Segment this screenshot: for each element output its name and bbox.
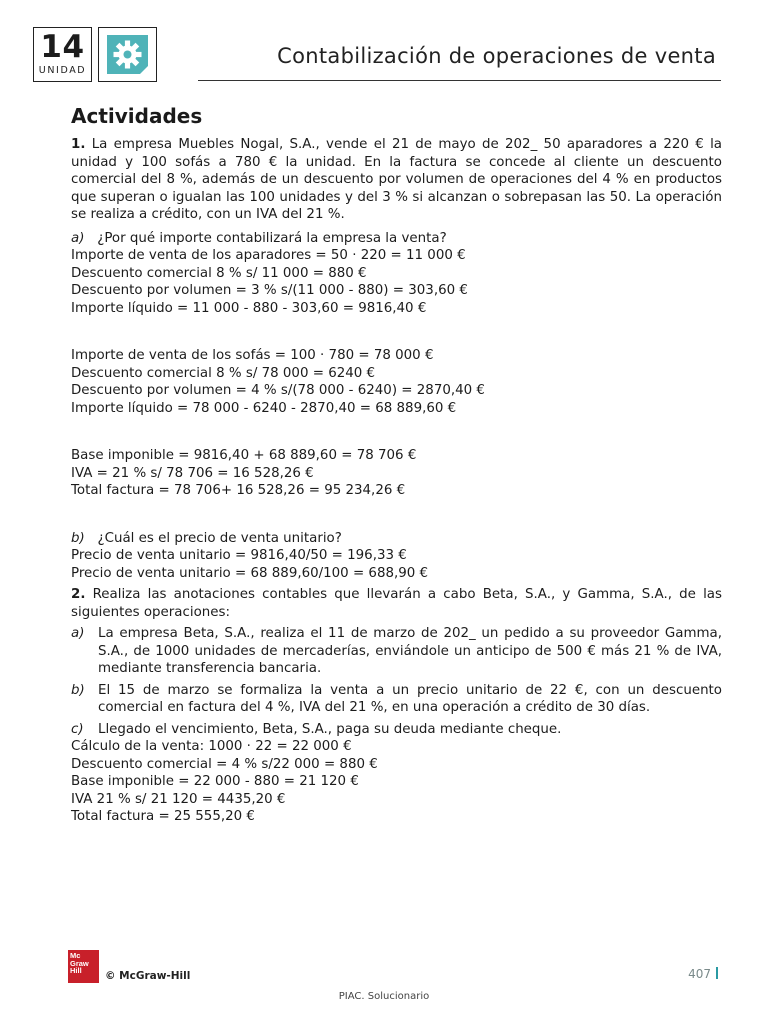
item-label: b): [71, 682, 85, 698]
unit-price-calculation: [71, 547, 722, 582]
activity-2-item: [71, 625, 722, 678]
calc-line: Total factura = 78 706+ 16 528,26 = 95 234,26 €: [71, 483, 406, 498]
activity-1-number: 1.: [71, 137, 86, 152]
document-body: [71, 136, 722, 826]
calc-line: Descuento por volumen = 4 % s/(78 000 - 6240) = 2870,40 €: [71, 383, 485, 398]
calc-line: Descuento comercial = 4 % s/22 000 = 880 €: [71, 756, 378, 772]
activity-1-text: La empresa Muebles Nogal, S.A., vende el 21 de mayo de 202_ 50 aparadores a 220 € la unidad y 100 sofás a 780 € la unidad. En la factura se concede al cliente un descuento comercial del 8 %, además de un descuento por volumen de operaciones del 4 % en productos que superan o igualan las 100 unidades y del 3 % si alcanzan o sobrepasan las 50. La operación se realiza a crédito, con un IVA del 21 %.: [71, 137, 722, 222]
activity-2-text: Realiza las anotaciones contables que llevarán a cabo Beta, S.A., y Gamma, S.A., de las siguientes operaciones:: [71, 587, 722, 620]
page-number-bar: [716, 967, 718, 979]
copyright: © McGraw-Hill: [105, 970, 191, 982]
activity-2-number: 2.: [71, 587, 86, 602]
calc-line: Descuento comercial 8 % s/ 11 000 = 880 €: [71, 265, 367, 281]
activity-2-statement: [71, 586, 722, 621]
calc-line: Precio de venta unitario = 9816,40/50 = 196,33 €: [71, 548, 407, 563]
unit-icon-box: [98, 27, 157, 82]
calc-line: Importe líquido = 11 000 - 880 - 303,60 = 9816,40 €: [71, 300, 427, 316]
unit-badge: [33, 27, 92, 82]
calc-line: IVA = 21 % s/ 78 706 = 16 528,26 €: [71, 465, 314, 481]
calc-line: Base imponible = 22 000 - 880 = 21 120 €: [71, 774, 359, 789]
calc-line: Importe de venta de los sofás = 100 · 780 = 78 000 €: [71, 348, 434, 363]
section-heading: Actividades: [71, 104, 203, 128]
page-number: [688, 967, 718, 981]
aparadores-calculation: [71, 247, 722, 317]
invoice-totals: [71, 447, 722, 500]
calc-line: Importe de venta de los aparadores = 50 · 220 = 11 000 €: [71, 248, 466, 263]
footer-source: PIAC. Solucionario: [338, 991, 430, 1002]
sale-calculation: [71, 738, 722, 826]
unit-label: UNIDAD: [38, 65, 87, 76]
activity-1-statement: [71, 136, 722, 224]
item-label: c): [71, 721, 84, 737]
calc-line: Base imponible = 9816,40 + 68 889,60 = 78 706 €: [71, 448, 417, 463]
item-text: La empresa Beta, S.A., realiza el 11 de marzo de 202_ un pedido a su proveedor Gamma, S.A., de 1000 unidades de mercaderías, enviándole un anticipo de 500 € más 21 % de IVA, mediante transferencia bancaria.: [98, 626, 722, 676]
question-b-label: b): [71, 530, 85, 546]
calc-line: Total factura = 25 555,20 €: [71, 809, 255, 824]
activity-2-item: [71, 682, 722, 717]
calc-line: Cálculo de la venta: 1000 · 22 = 22 000 €: [71, 739, 352, 754]
calc-line: Importe líquido = 78 000 - 6240 - 2870,40 = 68 889,60 €: [71, 400, 457, 416]
calc-line: Descuento por volumen = 3 % s/(11 000 - 880) = 303,60 €: [71, 283, 468, 298]
page-number-value: 407: [688, 967, 711, 981]
calc-line: Descuento comercial 8 % s/ 78 000 = 6240 €: [71, 365, 376, 381]
calc-line: Precio de venta unitario = 68 889,60/100 = 688,90 €: [71, 565, 429, 581]
question-b-text: ¿Cuál es el precio de venta unitario?: [97, 530, 342, 546]
title-divider: [198, 80, 721, 81]
question-a-label: a): [71, 230, 85, 246]
question-a-text: ¿Por qué importe contabilizará la empresa la venta?: [97, 230, 447, 246]
item-label: a): [71, 626, 85, 641]
gear-icon: [107, 35, 148, 74]
calc-line: IVA 21 % s/ 21 120 = 4435,20 €: [71, 791, 286, 807]
mcgraw-hill-logo: Mc Graw Hill: [68, 950, 99, 983]
question-b: [71, 530, 722, 548]
item-text: Llegado el vencimiento, Beta, S.A., paga su deuda mediante cheque.: [98, 721, 562, 737]
page-title: Contabilización de operaciones de venta: [277, 44, 716, 68]
sofas-calculation: [71, 347, 722, 417]
item-text: El 15 de marzo se formaliza la venta a un precio unitario de 22 €, con un descuento comercial en factura del 4 %, IVA del 21 %, en una operación a crédito de 30 días.: [98, 682, 722, 715]
unit-number: 14: [40, 29, 85, 65]
question-a: [71, 230, 722, 248]
activity-2-item: [71, 721, 722, 739]
